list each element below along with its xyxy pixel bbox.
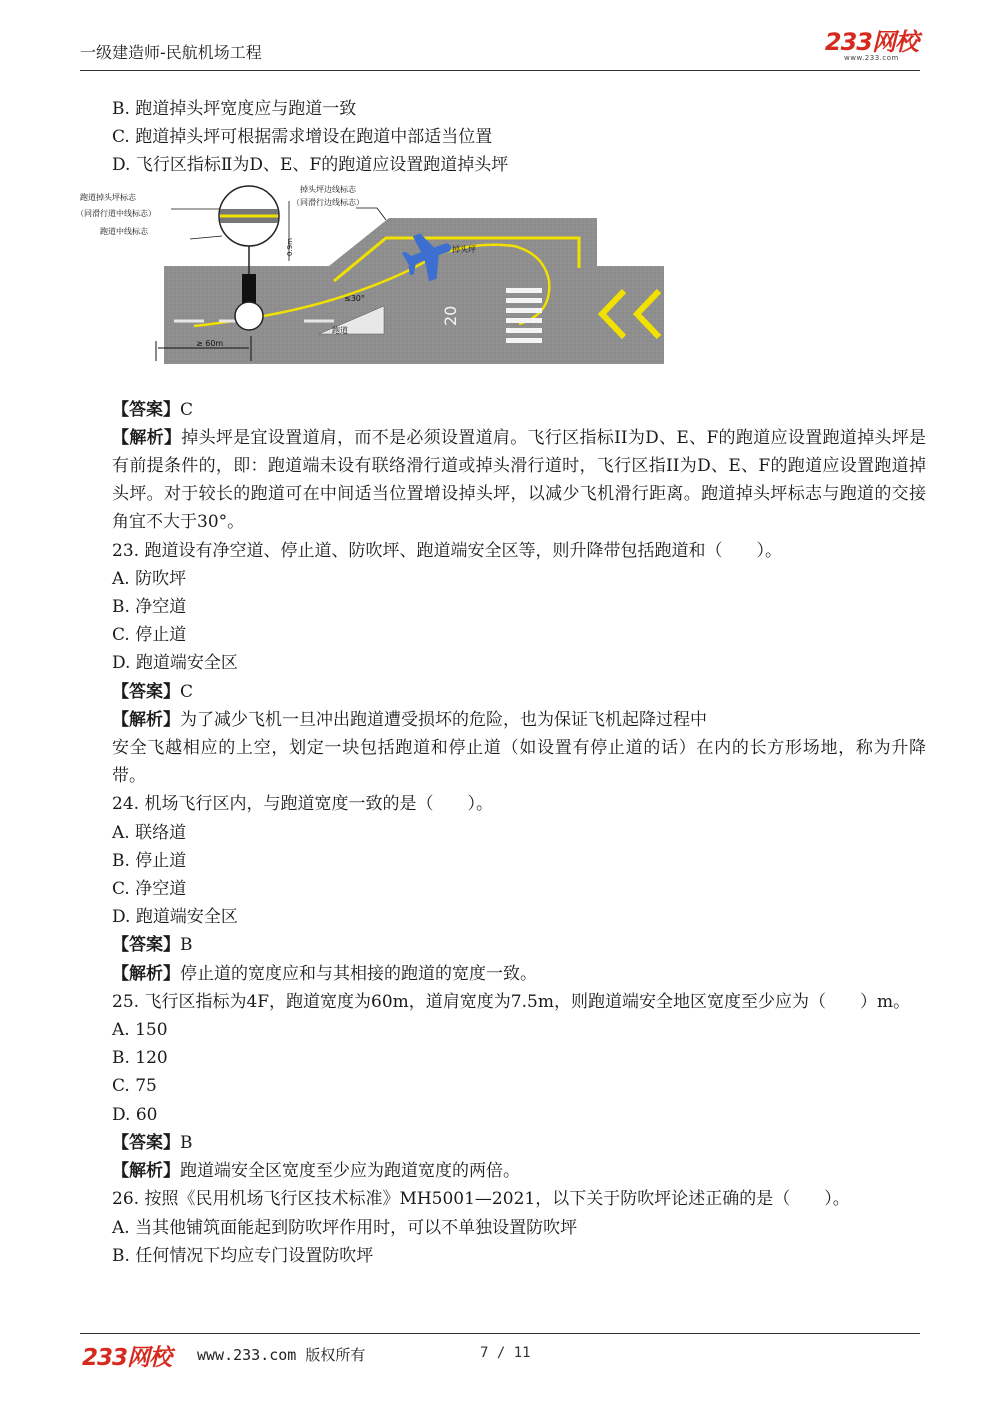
q25-stem: 25. 飞行区指标为4F，跑道宽度为60m，道肩宽度为7.5m，则跑道端安全地区宽度至少应为（ ）m。 — [112, 991, 911, 1012]
footer-divider — [80, 1333, 920, 1334]
q23-option-a: A. 防吹坪 — [112, 568, 187, 589]
q22-answer — [78, 396, 926, 424]
q25-option-d: D. 60 — [112, 1104, 158, 1125]
answer-tag: 【答案】 — [112, 1132, 180, 1153]
q26-option-b: B. 任何情况下均应专门设置防吹坪 — [112, 1245, 374, 1266]
q24-option-c: C. 净空道 — [112, 879, 187, 900]
q23-option-b: B. 净空道 — [112, 597, 187, 618]
answer-tag: 【答案】 — [112, 935, 180, 956]
q25-option-c: C. 75 — [112, 1076, 157, 1097]
label-angle: ≤30° — [344, 293, 365, 303]
q24-analysis — [78, 960, 926, 988]
label-turnpad-marking: 跑道掉头坪标志 — [80, 192, 136, 202]
brand-logo — [825, 30, 918, 63]
brand-logo-text: 233网校 — [824, 28, 918, 56]
q22-option-c: C. 跑道掉头坪可根据需求增设在跑道中部适当位置 — [112, 127, 493, 148]
label-turnpad: 掉头坪 — [452, 244, 476, 254]
label-runway: 跑道 — [332, 325, 348, 335]
q25-option-b: B. 120 — [112, 1048, 168, 1069]
q23-answer — [78, 678, 926, 706]
brand-logo-url: www.233.com — [844, 54, 899, 62]
q25-analysis — [78, 1157, 926, 1185]
page-number: 7 / 11 — [480, 1345, 531, 1361]
analysis-text: 停止道的宽度应和与其相接的跑道的宽度一致。 — [180, 963, 537, 984]
analysis-tag: 【解析】 — [112, 963, 180, 984]
header-title: 一级建造师-民航机场工程 — [80, 43, 262, 62]
label-taxiway-edge: （同滑行边线标志） — [292, 197, 364, 207]
analysis-tag: 【解析】 — [112, 1161, 180, 1182]
q22-option-d: D. 飞行区指标Ⅱ为D、E、F的跑道应设置跑道掉头坪 — [112, 155, 509, 176]
q24-option-d: D. 跑道端安全区 — [112, 907, 238, 928]
analysis-tag: 【解析】 — [112, 709, 180, 730]
q23-analysis-line1 — [78, 706, 926, 734]
answer-value: C — [180, 399, 194, 420]
q26-stem: 26. 按照《民用机场飞行区技术标准》MH5001—2021，以下关于防吹坪论述正确的是（ ）。 — [112, 1189, 850, 1210]
turnpad-diagram — [78, 186, 926, 386]
q23-option-d: D. 跑道端安全区 — [112, 653, 238, 674]
label-distance: ≥ 60m — [196, 338, 224, 348]
label-taxiway-centerline: （同滑行道中线标志） — [76, 208, 156, 218]
answer-tag: 【答案】 — [112, 399, 180, 420]
label-runway-centerline: 跑道中线标志 — [100, 226, 148, 236]
q24-option-a: A. 联络道 — [112, 822, 187, 843]
footer-copyright: www.233.com 版权所有 — [197, 1346, 366, 1364]
answer-value: C — [180, 681, 194, 702]
header-divider — [80, 70, 920, 71]
q22-option-b: B. 跑道掉头坪宽度应与跑道一致 — [112, 99, 357, 119]
q26-option-a: A. 当其他铺筑面能起到防吹坪作用时，可以不单独设置防吹坪 — [112, 1217, 578, 1238]
label-runway-number: 20 — [441, 305, 460, 326]
answer-tag: 【答案】 — [112, 681, 180, 702]
analysis-text: 跑道端安全区宽度至少应为跑道宽度的两倍。 — [180, 1161, 520, 1182]
q23-option-c: C. 停止道 — [112, 625, 187, 646]
q22-analysis — [78, 424, 926, 537]
q24-option-b: B. 停止道 — [112, 850, 187, 871]
q23-stem: 23. 跑道设有净空道、停止道、防吹坪、跑道端安全区等，则升降带包括跑道和（ ）。 — [112, 540, 782, 561]
analysis-tag: 【解析】 — [112, 427, 182, 448]
label-edge-marking: 掉头坪边线标志 — [300, 184, 356, 194]
q23-analysis-line2: 安全飞越相应的上空，划定一块包括跑道和停止道（如设置有停止道的话）在内的长方形场地，称为升降带。 — [112, 738, 926, 787]
detail-circle-bottom — [235, 302, 263, 330]
footer-logo: 233网校 — [82, 1345, 172, 1371]
q25-option-a: A. 150 — [112, 1020, 168, 1041]
q25-answer — [78, 1129, 926, 1157]
turnpad-diagram-svg — [76, 184, 684, 386]
answer-value: B — [180, 1132, 193, 1153]
answer-value: B — [180, 935, 193, 956]
document-body — [78, 95, 926, 1270]
q24-answer — [78, 931, 926, 959]
analysis-text: 为了减少飞机一旦冲出跑道遭受损坏的危险，也为保证飞机起降过程中 — [180, 709, 707, 730]
q24-stem: 24. 机场飞行区内，与跑道宽度一致的是（ ）。 — [112, 794, 493, 815]
label-width: 0.9m — [286, 237, 294, 256]
analysis-text: 掉头坪是宜设置道肩，而不是必须设置道肩。飞行区指标II为D、E、F的跑道应设置跑道掉头坪是有前提条件的，即：跑道端未设有联络滑行道或掉头滑行道时，飞行区指II为D、E、F的跑道应设置跑道掉头坪。对于较长的跑道可在中间适当位置增设掉头坪，以减少飞机滑行距离。跑道掉头坪标志与跑道的交接角宜不大于30°。 — [112, 427, 927, 533]
